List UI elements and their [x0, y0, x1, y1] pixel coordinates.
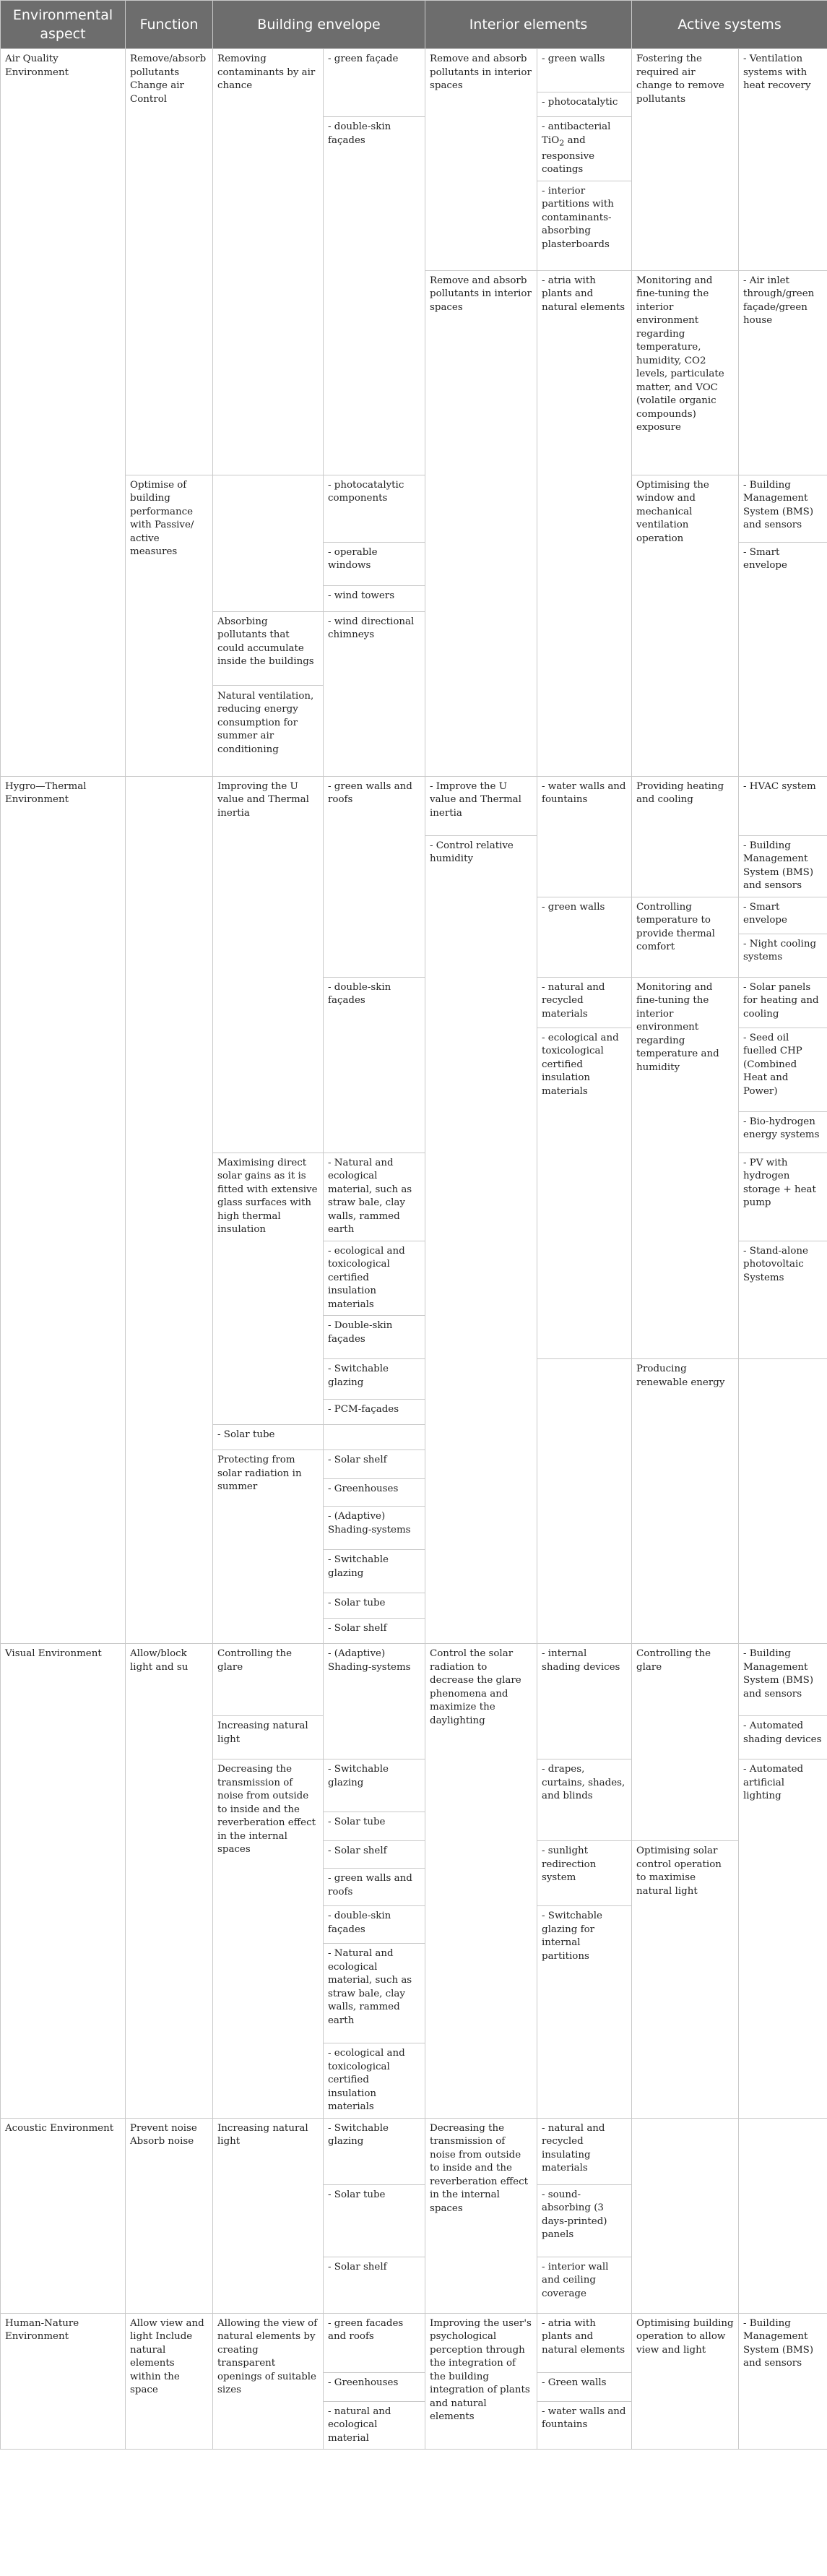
active-strategy: Monitoring and fine-tuning the interior environment regarding temperature, humidity, CO2 levels, particulate matter, and VOC (volatile organic compounds) exposure [632, 270, 739, 475]
envelope-item: - PCM-façades [324, 1400, 425, 1425]
envelope-item: - green walls and roofs [324, 776, 425, 977]
envelope-item: - double-skin façades [324, 117, 425, 475]
envelope-strategy: Controlling the glare [213, 1644, 324, 1716]
envelope-item: - Solar shelf [324, 1450, 425, 1479]
interior-item: - interior partitions with contaminants-absorbing plasterboards [537, 181, 632, 270]
interior-item-text: and responsive coatings [542, 134, 595, 176]
envelope-item: - Solar tube [213, 1425, 324, 1450]
envelope-item: - wind directional chimneys [324, 611, 425, 776]
envelope-strategy: Improving the U value and Thermal inertia [213, 776, 324, 1153]
interior-item: - water walls and fountains [537, 776, 632, 897]
active-strategy: Controlling the glare [632, 1644, 739, 1841]
active-strategy: Optimising solar control operation to maximise natural light [632, 1841, 739, 2119]
header-environmental-aspect: Environmental aspect [1, 1, 126, 49]
envelope-item: - Solar shelf [324, 1841, 425, 1869]
envelope-item: - Natural and ecological material, such as straw bale, clay walls, rammed earth [324, 1944, 425, 2043]
interior-strategy: - Control relative humidity [425, 835, 537, 1644]
envelope-item: - photocatalytic components [324, 475, 425, 542]
function-cell: Prevent noise Absorb noise [126, 2118, 213, 2313]
interior-strategy: Remove and absorb pollutants in interior spaces [425, 49, 537, 271]
header-interior-elements: Interior elements [425, 1, 632, 49]
envelope-item: - Greenhouses [324, 2372, 425, 2401]
envelope-strategy: Removing contaminants by air chance [213, 49, 324, 475]
interior-item: - water walls and fountains [537, 2401, 632, 2450]
envelope-strategy: Allowing the view of natural elements by creating transparent openings of suitable sizes [213, 2313, 324, 2450]
active-item: - Solar panels for heating and cooling [739, 977, 827, 1028]
aspect-human-nature: Human-Nature Environment [1, 2313, 126, 2450]
interior-item-text: - antibacterial TiO [542, 121, 611, 146]
header-function: Function [126, 1, 213, 49]
envelope-item: - Switchable glazing [324, 1550, 425, 1593]
active-item: - PV with hydrogen storage + heat pump [739, 1153, 827, 1241]
interior-strategy: Decreasing the transmission of noise from outside to inside and the reverberation effect in the internal spaces [425, 2118, 537, 2313]
envelope-item: - Switchable glazing [324, 2118, 425, 2184]
envelope-item: - double-skin façades [324, 977, 425, 1153]
envelope-item: - double-skin façades [324, 1906, 425, 1944]
envelope-item: - ecological and toxicological certified insulation materials [324, 1241, 425, 1316]
envelope-item: - Double-skin façades [324, 1316, 425, 1359]
envelope-item: - (Adaptive) Shading-systems [324, 1644, 425, 1759]
aspect-air-quality: Air Quality Environment [1, 49, 126, 777]
active-item: - Seed oil fuelled CHP (Combined Heat and Power) [739, 1028, 827, 1111]
interior-item: - internal shading devices [537, 1644, 632, 1759]
envelope-item: - green walls and roofs [324, 1869, 425, 1906]
interior-item: - atria with plants and natural elements [537, 2313, 632, 2372]
active-item: - Ventilation systems with heat recovery [739, 49, 827, 271]
envelope-strategy-text: Natural ventilation, reducing energy consumption for summer air conditioning [213, 685, 323, 757]
header-building-envelope: Building envelope [213, 1, 425, 49]
envelope-item: - (Adaptive) Shading-systems [324, 1507, 425, 1550]
interior-item: - interior wall and ceiling coverage [537, 2257, 632, 2313]
envelope-item: - Solar tube [324, 1812, 425, 1841]
envelope-item: - Solar shelf [324, 1619, 425, 1644]
envelope-item: - operable windows [324, 542, 425, 585]
interior-item: - ecological and toxicological certified insulation materials [537, 1028, 632, 1359]
interior-item: - natural and recycled materials [537, 977, 632, 1028]
interior-item: - Green walls [537, 2372, 632, 2401]
interior-item: - green walls [537, 897, 632, 977]
active-item: - Automated shading devices [739, 1716, 827, 1759]
active-strategy: Providing heating and cooling [632, 776, 739, 897]
active-item: - Night cooling systems [739, 934, 827, 977]
active-item: - Stand-alone photovoltaic Systems [739, 1241, 827, 1359]
active-item: - Smart envelope [739, 542, 827, 776]
interior-item: - sound-absorbing (3 days-printed) panels [537, 2184, 632, 2257]
active-item: - HVAC system [739, 776, 827, 835]
active-strategy: Fostering the required air change to remove pollutants [632, 49, 739, 271]
aspect-acoustic: Acoustic Environment [1, 2118, 126, 2313]
interior-strategy: Remove and absorb pollutants in interior spaces [425, 270, 537, 776]
envelope-strategy: Increasing natural light [213, 1716, 324, 1759]
interior-item [537, 1359, 632, 1644]
interior-item: - sunlight redirection system [537, 1841, 632, 1906]
active-strategy: Producing renewable energy [632, 1359, 739, 1644]
active-strategy: Monitoring and fine-tuning the interior environment regarding temperature and humidity [632, 977, 739, 1359]
envelope-item: - natural and ecological material [324, 2401, 425, 2450]
envelope-strategy: Protecting from solar radiation in summer [213, 1450, 324, 1644]
header-row [1, 1, 827, 49]
aspect-hygro-thermal: Hygro—Thermal Environment [1, 776, 126, 1644]
envelope-item: - Switchable glazing [324, 1759, 425, 1812]
interior-item: - green walls [537, 49, 632, 92]
interior-item: - natural and recycled insulating materials [537, 2118, 632, 2184]
envelope-strategy: Increasing natural light [213, 2118, 324, 2313]
active-item [739, 1359, 827, 1644]
active-item [739, 2118, 827, 2313]
active-item: - Smart envelope [739, 897, 827, 934]
active-item: - Air inlet through/green façade/green house [739, 270, 827, 475]
interior-item: - drapes, curtains, shades, and blinds [537, 1759, 632, 1841]
envelope-item: - ecological and toxicological certified insulation materials [324, 2043, 425, 2119]
active-strategy: Optimising the window and mechanical ventilation operation [632, 475, 739, 776]
envelope-strategy [213, 611, 324, 776]
interior-strategy: Improving the user's psychological perception through the integration of the building integration of plants and natural elements [425, 2313, 537, 2450]
envelope-item: - Greenhouses [324, 1479, 425, 1507]
envelope-item: - Solar tube [324, 1593, 425, 1619]
envelope-item: - Solar tube [324, 2184, 425, 2257]
active-item: - Building Management System (BMS) and sensors [739, 1644, 827, 1716]
envelope-item: - Solar shelf [324, 2257, 425, 2313]
envelope-item: - wind towers [324, 585, 425, 611]
function-cell [126, 776, 213, 1644]
envelope-strategy [213, 475, 324, 611]
function-cell: Remove/absorb pollutants Change air Control [126, 49, 213, 475]
envelope-strategy: Maximising direct solar gains as it is fitted with extensive glass surfaces with high thermal insulation [213, 1153, 324, 1425]
envelope-item: - green facades and roofs [324, 2313, 425, 2372]
active-strategy: Optimising building operation to allow view and light [632, 2313, 739, 2450]
interior-item [537, 117, 632, 181]
envelope-strategy: Decreasing the transmission of noise from outside to inside and the reverberation effect in the internal spaces [213, 1759, 324, 2119]
interior-item: - atria with plants and natural elements [537, 270, 632, 776]
envelope-item: - Switchable glazing [324, 1359, 425, 1400]
interior-strategy: Control the solar radiation to decrease the glare phenomena and maximize the daylighting [425, 1644, 537, 2119]
active-strategy [632, 2118, 739, 2313]
interior-item: - Switchable glazing for internal partitions [537, 1906, 632, 2119]
function-cell: Optimise of building performance with Passive/ active measures [126, 475, 213, 776]
active-item: - Building Management System (BMS) and sensors [739, 835, 827, 897]
active-item: - Building Management System (BMS) and sensors [739, 475, 827, 542]
active-item: - Bio-hydrogen energy systems [739, 1111, 827, 1153]
interior-item: - photocatalytic [537, 92, 632, 117]
subscript-2: 2 [559, 138, 565, 148]
active-strategy: Controlling temperature to provide thermal comfort [632, 897, 739, 977]
envelope-strategy-text: Absorbing pollutants that could accumulate inside the buildings [217, 616, 314, 668]
active-item: - Automated artificial lighting [739, 1759, 827, 2119]
envelope-item: - green façade [324, 49, 425, 117]
aspect-visual: Visual Environment [1, 1644, 126, 2119]
function-cell: Allow view and light Include natural elements within the space [126, 2313, 213, 2450]
envelope-item: - Natural and ecological material, such as straw bale, clay walls, rammed earth [324, 1153, 425, 1241]
function-cell: Allow/block light and su [126, 1644, 213, 2119]
header-active-systems: Active systems [632, 1, 827, 49]
interior-strategy: - Improve the U value and Thermal inertia [425, 776, 537, 835]
active-item: - Building Management System (BMS) and sensors [739, 2313, 827, 2450]
